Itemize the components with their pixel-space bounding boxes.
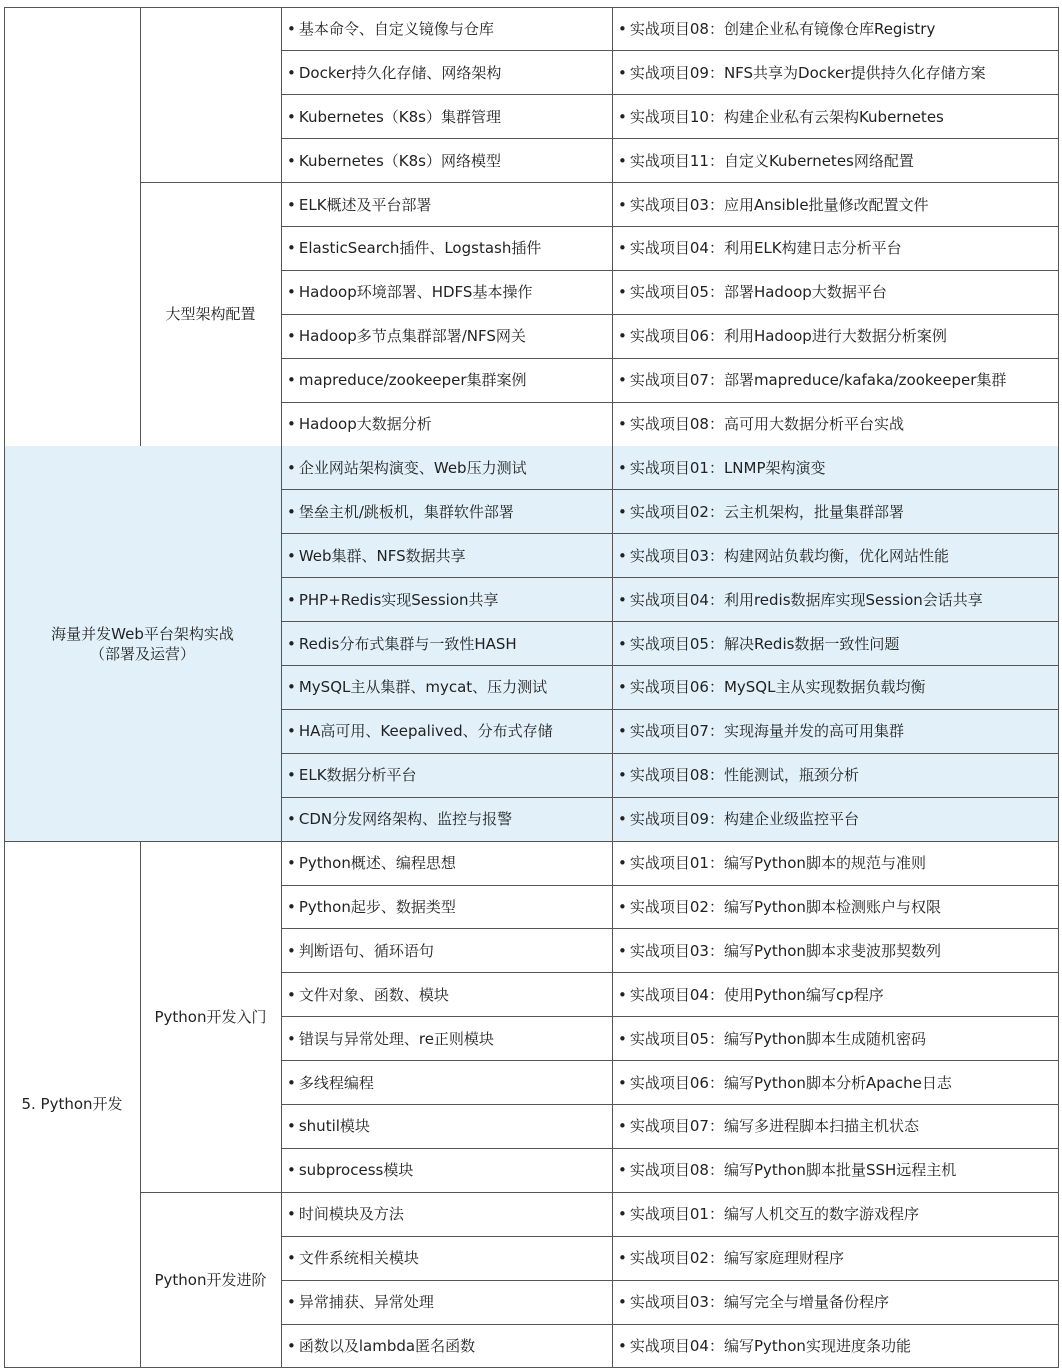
project-cell (612, 1324, 1058, 1368)
row-divider (281, 270, 1058, 271)
project-cell (612, 358, 1058, 402)
row-divider (281, 928, 1058, 929)
bullet-point: • (287, 546, 296, 565)
topic-cell (281, 1017, 612, 1061)
project-cell (612, 314, 1058, 358)
bullet-point: • (287, 810, 296, 829)
topic-cell-text: Kubernetes（K8s）集群管理 (298, 107, 501, 126)
project-cell (612, 183, 1058, 227)
topic-cell (281, 578, 612, 622)
bullet-point: • (287, 283, 296, 302)
topic-cell-text: 企业网站架构演变、Web压力测试 (298, 458, 527, 477)
project-cell-text: 实战项目02：编写Python脚本检测账户与权限 (629, 897, 941, 916)
category-cell (4, 841, 140, 1368)
bullet-point: • (618, 371, 627, 390)
bullet-point: • (287, 590, 296, 609)
row-divider (281, 1236, 1058, 1237)
project-cell (612, 622, 1058, 666)
project-cell-text: 实战项目08：编写Python脚本批量SSH远程主机 (629, 1161, 957, 1180)
bullet-point: • (287, 1205, 296, 1224)
topic-cell (281, 139, 612, 183)
project-cell (612, 753, 1058, 797)
topic-cell-text: Hadoop环境部署、HDFS基本操作 (298, 283, 533, 302)
bullet-point: • (287, 634, 296, 653)
project-cell-text: 实战项目01：编写人机交互的数字游戏程序 (629, 1205, 919, 1224)
subcategory-cell (140, 841, 281, 1192)
project-cell (612, 227, 1058, 271)
topic-cell (281, 973, 612, 1017)
project-cell-text: 实战项目09：NFS共享为Docker提供持久化存储方案 (629, 63, 986, 82)
row-divider (281, 972, 1058, 973)
topic-cell (281, 622, 612, 666)
topic-cell-text: PHP+Redis实现Session共享 (298, 590, 499, 609)
topic-cell-text: ELK数据分析平台 (298, 766, 417, 785)
project-cell (612, 95, 1058, 139)
bullet-point: • (618, 195, 627, 214)
project-cell-text: 实战项目03：编写Python脚本求斐波那契数列 (629, 941, 941, 960)
topic-cell-text: Redis分布式集群与一致性HASH (298, 634, 517, 653)
project-cell-text: 实战项目01：LNMP架构演变 (629, 458, 826, 477)
topic-cell (281, 1105, 612, 1149)
topic-cell (281, 753, 612, 797)
bullet-point: • (287, 1073, 296, 1092)
subcategory-cell-text: Python开发入门 (154, 1007, 267, 1026)
bullet-point: • (618, 151, 627, 170)
bullet-point: • (287, 1293, 296, 1312)
row-divider (281, 1016, 1058, 1017)
topic-cell-text: 异常捕获、异常处理 (298, 1293, 434, 1312)
project-cell (612, 1280, 1058, 1324)
project-cell (612, 446, 1058, 490)
row-divider (281, 358, 1058, 359)
bullet-point: • (287, 502, 296, 521)
topic-cell-text: Docker持久化存储、网络架构 (298, 63, 502, 82)
topic-cell (281, 1324, 612, 1368)
row-divider (281, 138, 1058, 139)
project-cell (612, 841, 1058, 885)
topic-cell-text: Python概述、编程思想 (298, 854, 456, 873)
bullet-point: • (618, 19, 627, 38)
project-cell (612, 1061, 1058, 1105)
row-divider (281, 50, 1058, 51)
category-cell (4, 446, 281, 841)
row-divider (281, 753, 1058, 754)
project-cell-text: 实战项目10：构建企业私有云架构Kubernetes (629, 107, 944, 126)
project-cell-text: 实战项目07：实现海量并发的高可用集群 (629, 722, 904, 741)
topic-cell (281, 841, 612, 885)
topic-cell (281, 446, 612, 490)
bullet-point: • (618, 239, 627, 258)
row-divider (281, 1104, 1058, 1105)
bullet-point: • (618, 546, 627, 565)
topic-cell-text: Python起步、数据类型 (298, 897, 456, 916)
subcategory-cell-text: Python开发进阶 (154, 1271, 267, 1290)
topic-cell-text: 基本命令、自定义镜像与仓库 (298, 19, 494, 38)
bullet-point: • (618, 854, 627, 873)
bullet-point: • (287, 722, 296, 741)
project-cell (612, 534, 1058, 578)
topic-cell (281, 1236, 612, 1280)
row-divider (281, 1060, 1058, 1061)
category-col-divider (140, 841, 141, 1368)
project-cell-text: 实战项目03：编写完全与增量备份程序 (629, 1293, 889, 1312)
project-cell-text: 实战项目06：利用Hadoop进行大数据分析案例 (629, 327, 947, 346)
bullet-point: • (618, 1073, 627, 1092)
topic-cell-text: ELK概述及平台部署 (298, 195, 432, 214)
topic-cell (281, 314, 612, 358)
bullet-point: • (618, 590, 627, 609)
topic-cell-text: shutil模块 (298, 1117, 370, 1136)
topic-cell-text: 时间模块及方法 (298, 1205, 404, 1224)
topic-cell (281, 490, 612, 534)
topic-cell (281, 1148, 612, 1192)
topic-cell-text: CDN分发网络架构、监控与报警 (298, 810, 513, 829)
project-cell (612, 1192, 1058, 1236)
bullet-point: • (287, 1029, 296, 1048)
project-cell-text: 实战项目06：MySQL主从实现数据负载均衡 (629, 678, 926, 697)
bullet-point: • (618, 1249, 627, 1268)
category-cell-text: 海量并发Web平台架构实战 （部署及运营） (51, 624, 234, 663)
topic-cell-text: 错误与异常处理、re正则模块 (298, 1029, 494, 1048)
topic-cell (281, 1061, 612, 1105)
topic-cell (281, 885, 612, 929)
project-cell-text: 实战项目11：自定义Kubernetes网络配置 (629, 151, 914, 170)
bullet-point: • (618, 1161, 627, 1180)
project-cell-text: 实战项目08：性能测试，瓶颈分析 (629, 766, 859, 785)
topic-cell (281, 666, 612, 710)
bullet-point: • (618, 107, 627, 126)
project-cell (612, 402, 1058, 446)
subcategory-cell (140, 183, 281, 446)
topic-cell-text: Web集群、NFS数据共享 (298, 546, 466, 565)
row-divider (281, 533, 1058, 534)
project-cell-text: 实战项目04：利用redis数据库实现Session会话共享 (629, 590, 983, 609)
project-cell-text: 实战项目05：部署Hadoop大数据平台 (629, 283, 887, 302)
row-divider (281, 885, 1058, 886)
topic-cell (281, 51, 612, 95)
table-right-border (1058, 7, 1059, 446)
project-cell (612, 1017, 1058, 1061)
bullet-point: • (287, 107, 296, 126)
row-divider (281, 665, 1058, 666)
topic-col-divider (612, 446, 613, 841)
bullet-point: • (287, 371, 296, 390)
project-cell (612, 666, 1058, 710)
project-cell-text: 实战项目03：构建网站负载均衡，优化网站性能 (629, 546, 949, 565)
topic-cell (281, 183, 612, 227)
row-divider (281, 314, 1058, 315)
project-cell (612, 578, 1058, 622)
project-cell-text: 实战项目05：编写Python脚本生成随机密码 (629, 1029, 926, 1048)
bullet-point: • (287, 415, 296, 434)
row-divider (281, 402, 1058, 403)
topic-cell-text: HA高可用、Keepalived、分布式存储 (298, 722, 553, 741)
project-cell (612, 7, 1058, 51)
bullet-point: • (618, 1336, 627, 1355)
table-right-border (1058, 446, 1059, 841)
topic-cell (281, 95, 612, 139)
project-cell (612, 929, 1058, 973)
topic-cell-text: 文件对象、函数、模块 (298, 985, 449, 1004)
table-right-border (1058, 841, 1059, 1368)
bullet-point: • (618, 810, 627, 829)
project-cell (612, 1236, 1058, 1280)
subcategory-col-divider (281, 841, 282, 1368)
bullet-point: • (618, 283, 627, 302)
topic-cell-text: 文件系统相关模块 (298, 1249, 419, 1268)
topic-cell-text: mapreduce/zookeeper集群案例 (298, 371, 527, 390)
row-divider (281, 226, 1058, 227)
bullet-point: • (618, 1029, 627, 1048)
bullet-point: • (287, 985, 296, 1004)
bullet-point: • (287, 941, 296, 960)
row-divider (281, 1324, 1058, 1325)
bullet-point: • (618, 897, 627, 916)
bullet-point: • (287, 151, 296, 170)
bullet-point: • (287, 63, 296, 82)
bullet-point: • (287, 327, 296, 346)
row-divider (281, 709, 1058, 710)
project-cell-text: 实战项目02：云主机架构，批量集群部署 (629, 502, 904, 521)
row-divider (281, 1280, 1058, 1281)
topic-cell-text: ElasticSearch插件、Logstash插件 (298, 239, 542, 258)
topic-col-divider (612, 7, 613, 446)
bullet-point: • (287, 195, 296, 214)
topic-cell (281, 1192, 612, 1236)
topic-cell (281, 402, 612, 446)
project-cell-text: 实战项目04：使用Python编写cp程序 (629, 985, 884, 1004)
topic-cell-text: MySQL主从集群、mycat、压力测试 (298, 678, 548, 697)
bullet-point: • (618, 1293, 627, 1312)
bullet-point: • (618, 458, 627, 477)
project-cell-text: 实战项目07：部署mapreduce/kafaka/zookeeper集群 (629, 371, 1007, 390)
bullet-point: • (287, 1336, 296, 1355)
bullet-point: • (287, 239, 296, 258)
project-cell (612, 709, 1058, 753)
project-cell-text: 实战项目01：编写Python脚本的规范与准则 (629, 854, 926, 873)
bullet-point: • (618, 941, 627, 960)
bullet-point: • (618, 1117, 627, 1136)
bullet-point: • (618, 502, 627, 521)
project-cell-text: 实战项目06：编写Python脚本分析Apache日志 (629, 1073, 952, 1092)
topic-cell (281, 270, 612, 314)
topic-cell-text: 多线程编程 (298, 1073, 374, 1092)
project-cell (612, 51, 1058, 95)
table-left-border (4, 7, 5, 446)
topic-cell-text: 判断语句、循环语句 (298, 941, 434, 960)
topic-cell (281, 7, 612, 51)
bullet-point: • (618, 678, 627, 697)
row-divider (281, 1148, 1058, 1149)
row-divider (281, 577, 1058, 578)
row-divider (281, 621, 1058, 622)
topic-cell (281, 227, 612, 271)
bullet-point: • (618, 722, 627, 741)
bullet-point: • (618, 415, 627, 434)
bullet-point: • (287, 678, 296, 697)
topic-cell-text: Hadoop大数据分析 (298, 415, 432, 434)
project-cell (612, 270, 1058, 314)
bullet-point: • (618, 634, 627, 653)
bullet-point: • (618, 766, 627, 785)
project-cell-text: 实战项目04：利用ELK构建日志分析平台 (629, 239, 902, 258)
topic-cell (281, 358, 612, 402)
bullet-point: • (287, 1249, 296, 1268)
project-cell (612, 1105, 1058, 1149)
project-cell (612, 490, 1058, 534)
subcategory-col-divider (281, 446, 282, 841)
bullet-point: • (287, 1117, 296, 1136)
topic-cell (281, 534, 612, 578)
project-cell (612, 973, 1058, 1017)
topic-cell-text: 函数以及lambda匿名函数 (298, 1336, 476, 1355)
bullet-point: • (287, 19, 296, 38)
topic-cell-text: 堡垒主机/跳板机，集群软件部署 (298, 502, 514, 521)
project-cell-text: 实战项目03：应用Ansible批量修改配置文件 (629, 195, 929, 214)
row-divider (281, 489, 1058, 490)
project-cell (612, 1148, 1058, 1192)
topic-cell (281, 709, 612, 753)
subcategory-cell (140, 1192, 281, 1368)
topic-col-divider (612, 841, 613, 1368)
topic-cell-text: Kubernetes（K8s）网络模型 (298, 151, 501, 170)
bullet-point: • (287, 766, 296, 785)
topic-cell-text: subprocess模块 (298, 1161, 414, 1180)
category-cell-text: 5. Python开发 (21, 1095, 123, 1114)
bullet-point: • (287, 458, 296, 477)
bullet-point: • (287, 1161, 296, 1180)
bullet-point: • (618, 1205, 627, 1224)
project-cell-text: 实战项目07：编写多进程脚本扫描主机状态 (629, 1117, 919, 1136)
bullet-point: • (618, 63, 627, 82)
bullet-point: • (618, 327, 627, 346)
table-left-border (4, 446, 5, 841)
topic-cell (281, 1280, 612, 1324)
project-cell (612, 885, 1058, 929)
bullet-point: • (287, 897, 296, 916)
category-col-divider (140, 7, 141, 446)
row-divider (281, 94, 1058, 95)
topic-cell (281, 929, 612, 973)
project-cell-text: 实战项目05：解决Redis数据一致性问题 (629, 634, 900, 653)
topic-cell-text: Hadoop多节点集群部署/NFS网关 (298, 327, 526, 346)
subcategory-cell-text: 大型架构配置 (165, 305, 256, 324)
project-cell-text: 实战项目08：高可用大数据分析平台实战 (629, 415, 904, 434)
subcategory-col-divider (281, 7, 282, 446)
project-cell (612, 797, 1058, 841)
row-divider (281, 797, 1058, 798)
project-cell-text: 实战项目04：编写Python实现进度条功能 (629, 1336, 911, 1355)
topic-cell (281, 797, 612, 841)
project-cell-text: 实战项目09：构建企业级监控平台 (629, 810, 859, 829)
project-cell (612, 139, 1058, 183)
bullet-point: • (287, 854, 296, 873)
bullet-point: • (618, 985, 627, 1004)
project-cell-text: 实战项目02：编写家庭理财程序 (629, 1249, 844, 1268)
table-left-border (4, 841, 5, 1368)
project-cell-text: 实战项目08：创建企业私有镜像仓库Registry (629, 19, 936, 38)
